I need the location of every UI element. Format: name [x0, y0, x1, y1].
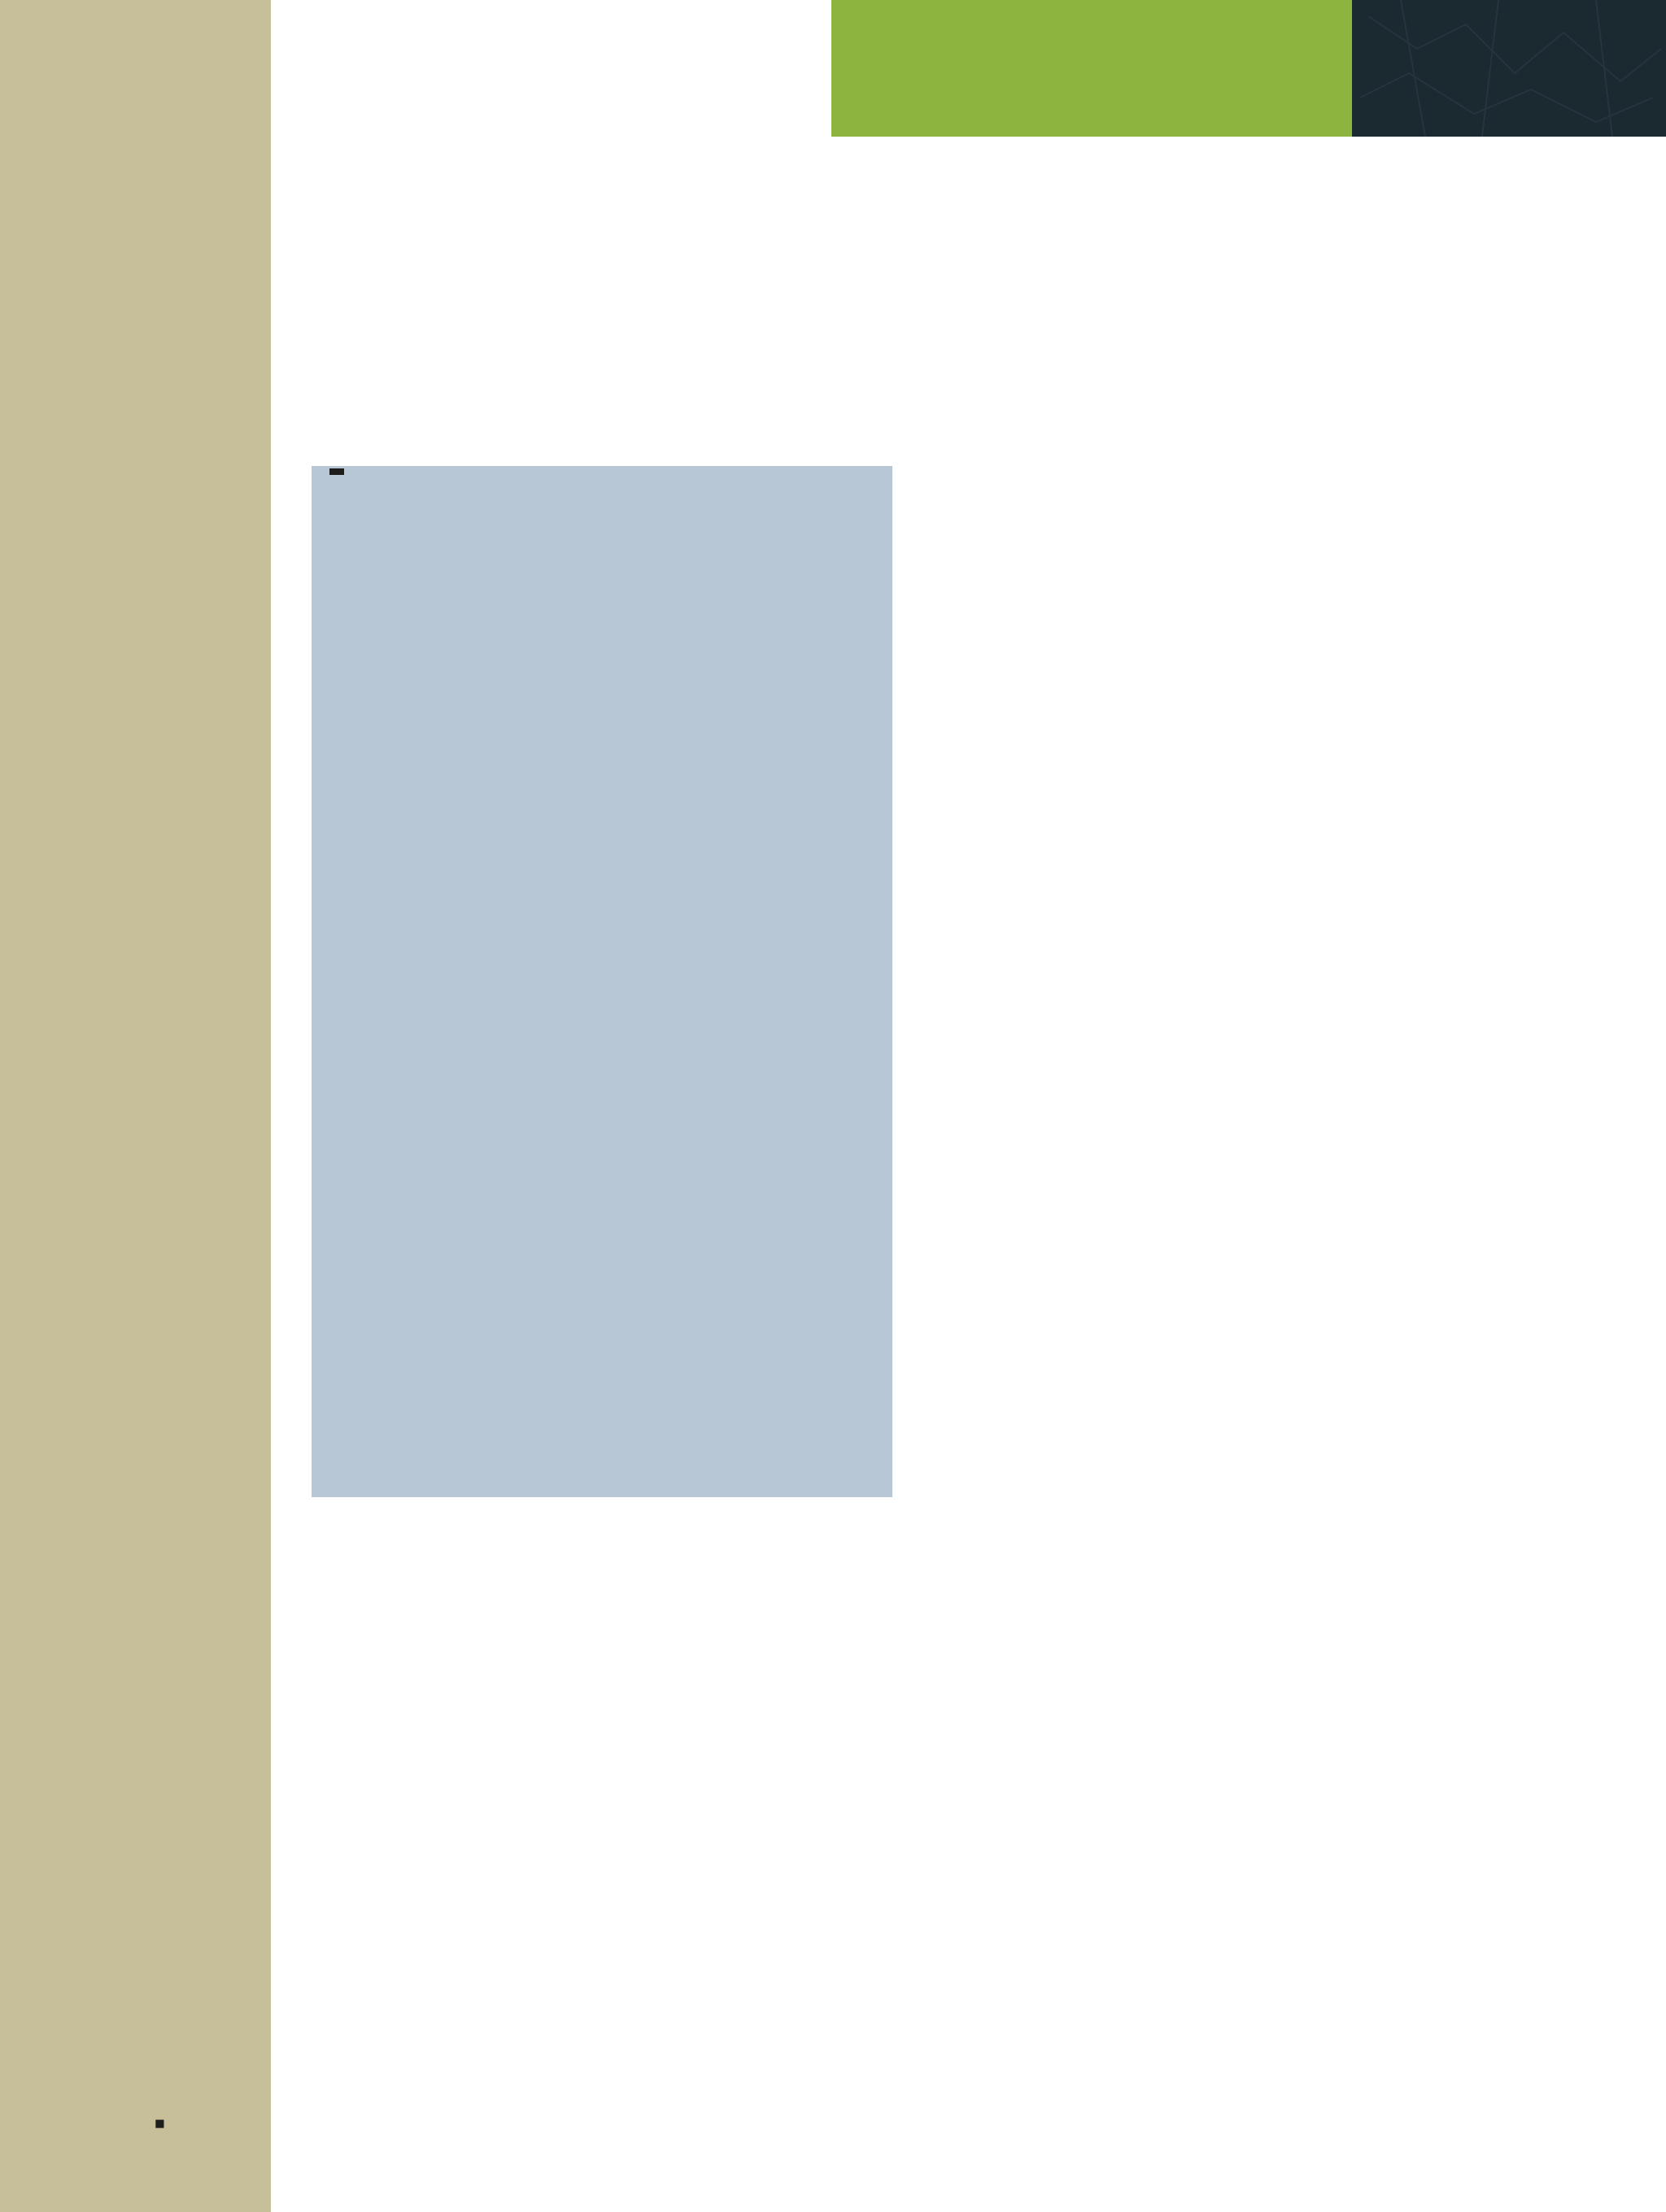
feature-on-time-delivery — [1393, 57, 1417, 80]
page-margin-bar — [0, 0, 271, 2212]
studyhub-banner[interactable] — [831, 0, 1666, 137]
square-bullet-icon: ■ — [155, 2114, 166, 2133]
figure-charts — [312, 466, 892, 1497]
feature-plagiarism-free — [1393, 91, 1417, 114]
banner-logo-panel[interactable] — [831, 0, 1352, 137]
page-footer — [155, 2114, 166, 2134]
figure-1 — [312, 466, 892, 1497]
feature-experienced-writers — [1393, 23, 1417, 46]
